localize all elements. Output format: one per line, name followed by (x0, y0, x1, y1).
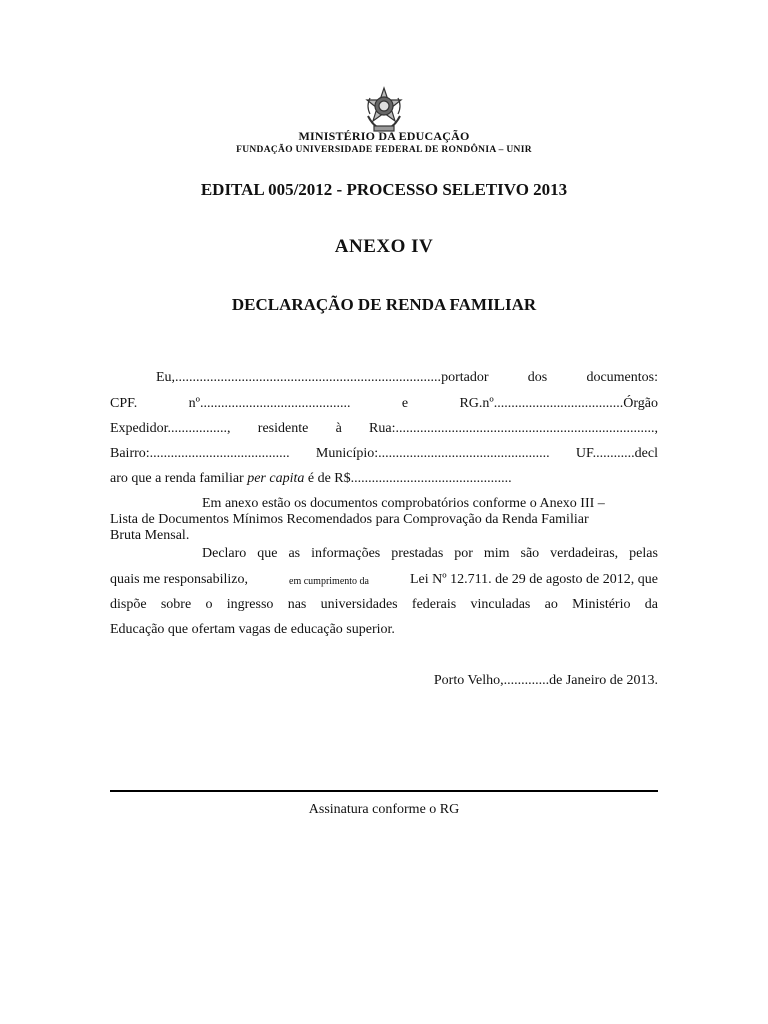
word: prestadas (391, 546, 444, 561)
form-line-4 (110, 446, 658, 466)
word: da (644, 597, 658, 612)
form-text: aro que a renda familiar (110, 471, 248, 486)
word: ingresso (226, 597, 274, 612)
per-capita-text: per capita (247, 471, 305, 486)
declare-line-1 (202, 546, 658, 566)
income-field[interactable]: é de R$.............................................. (304, 471, 512, 486)
word: as (288, 546, 301, 561)
form-text: e (401, 396, 409, 411)
ministry-heading: MINISTÉRIO DA EDUCAÇÃO (298, 129, 470, 143)
form-text: portador (441, 370, 489, 385)
word: ao (544, 597, 558, 612)
name-field[interactable]: Eu,............................................................................ (156, 370, 442, 385)
word: nas (287, 597, 307, 612)
signature-line[interactable] (110, 790, 658, 792)
word: dispõe (110, 597, 147, 612)
word: mim (483, 546, 510, 561)
neighborhood-field[interactable]: Bairro:........................................ (110, 446, 290, 461)
cpf-field[interactable]: nº........................................... (188, 396, 351, 411)
signature-label: Assinatura conforme o RG (308, 802, 460, 817)
declare-line-4: Educação que ofertam vagas de educação superior. (110, 622, 395, 637)
declare-line-3 (110, 597, 658, 617)
form-line-3 (110, 421, 658, 441)
declare-line-2 (110, 572, 658, 592)
word: por (454, 546, 473, 561)
paragraph-line: Lista de Documentos Mínimos Recomendados para Comprovação da Renda Familiar (110, 512, 589, 527)
word: vinculadas (470, 597, 531, 612)
declare-text: quais me responsabilizo, (110, 572, 249, 587)
law-reference: Lei Nº 12.711. de 29 de agosto de 2012, que (409, 572, 658, 587)
foundation-heading: FUNDAÇÃO UNIVERSIDADE FEDERAL DE RONDÔNIA – UNIR (236, 145, 532, 155)
form-text: documentos: (586, 370, 658, 385)
annex-paragraph (110, 496, 658, 544)
word: verdadeiras, (550, 546, 619, 561)
edital-title: EDITAL 005/2012 - PROCESSO SELETIVO 2013 (200, 180, 568, 199)
form-text: residente (257, 421, 309, 436)
word: federais (411, 597, 457, 612)
form-line-1 (110, 370, 658, 390)
paragraph-line: Em anexo estão os documentos comprobatórios conforme o Anexo III – (202, 496, 605, 511)
form-text: à (335, 421, 342, 436)
form-line-2 (110, 396, 658, 416)
city-field[interactable]: Município:................................................. (315, 446, 550, 461)
form-text: CPF. (110, 396, 138, 411)
word: universidades (320, 597, 398, 612)
brazil-coat-of-arms-icon (360, 86, 408, 134)
paragraph-line: Bruta Mensal. (110, 528, 190, 543)
form-line-5 (110, 471, 658, 491)
declare-text-small: em cumprimento da (289, 576, 369, 587)
state-field[interactable]: UF............decl (575, 446, 658, 461)
word: sobre (160, 597, 192, 612)
word: informações (311, 546, 381, 561)
declaration-title: DECLARAÇÃO DE RENDA FAMILIAR (231, 295, 537, 314)
street-field[interactable]: Rua:.........................................................................., (369, 421, 658, 436)
form-text: dos (527, 370, 548, 385)
word: pelas (629, 546, 658, 561)
word: o (205, 597, 213, 612)
word: Ministério (572, 597, 631, 612)
annex-title: ANEXO IV (334, 236, 434, 257)
word: que (257, 546, 278, 561)
word: são (520, 546, 540, 561)
word: Declaro (202, 546, 247, 561)
date-line[interactable]: Porto Velho,.............de Janeiro de 2013. (433, 673, 658, 688)
issuer-field[interactable]: Expedidor................., (110, 421, 231, 436)
rg-field[interactable]: RG.nº.....................................Órgão (459, 396, 658, 411)
